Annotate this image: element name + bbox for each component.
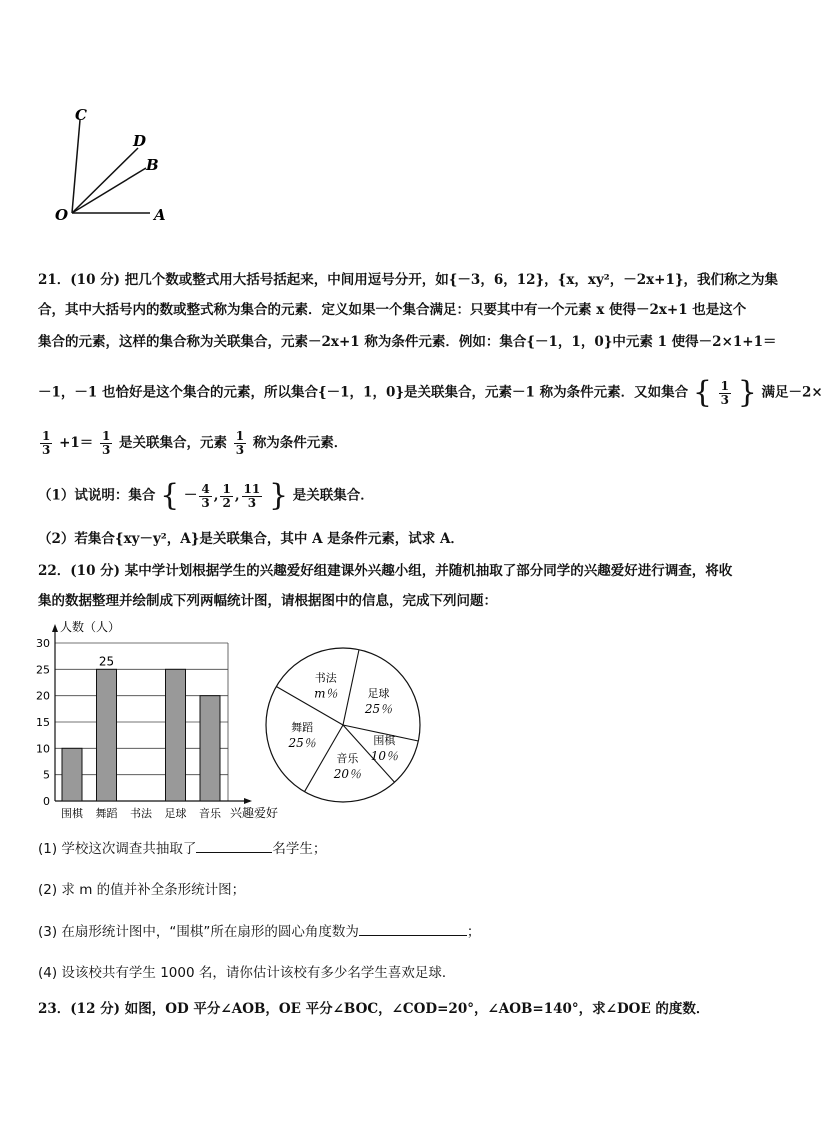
- q22-item1-text: (1) 学校这次调查共抽取了: [38, 841, 197, 857]
- q21-line4-end: 满足－2×: [761, 384, 823, 401]
- bar: [97, 669, 117, 801]
- label-a: A: [154, 206, 166, 224]
- q22-item4: (4) 设该校共有学生 1000 名，请你估计该校有多少名学生喜欢足球．: [38, 965, 456, 981]
- q22-line1: 22．(10 分) 某中学计划根据学生的兴趣爱好组建课外兴趣小组，并随机抽取了部分同学的兴趣爱好进行调查，将收: [38, 563, 733, 579]
- q21-line5-b: 是关联集合，元素: [119, 435, 228, 451]
- slice-name: 围棋: [373, 733, 396, 747]
- ray-oc: [72, 120, 80, 213]
- q21-line4-text: －1，－1 也恰好是这个集合的元素，所以集合{－1，1，0}是关联集合，元素－1 称为条件元素．又如集合: [38, 384, 689, 401]
- x-tick-label: 书法: [130, 807, 152, 820]
- q23-text: 23．(12 分) 如图，OD 平分∠AOB，OE 平分∠BOC，∠COD=20°，∠AOB=140°，求∠DOE 的度数．: [38, 1001, 710, 1017]
- label-d: D: [133, 132, 147, 150]
- fraction: $\frac{1}{3}$: [235, 429, 245, 457]
- q21-part1-end: 是关联集合．: [292, 487, 374, 504]
- q21-line4: [38, 375, 823, 410]
- x-tick-label: 围棋: [61, 807, 83, 820]
- q22-item3-text: (3) 在扇形统计图中，“围棋”所在扇形的圆心角度数为: [38, 924, 359, 940]
- slice-label: 20％: [333, 767, 362, 782]
- q22-item1: [38, 837, 326, 857]
- y-tick-label: 25: [36, 663, 50, 677]
- x-tick-label: 舞蹈: [95, 807, 118, 820]
- y-tick-label: 15: [36, 716, 50, 729]
- minus-sign: －: [183, 487, 198, 504]
- q22-line2: 集的数据整理并绘制成下列两幅统计图，请根据图中的信息，完成下列问题：: [38, 593, 497, 609]
- q21-line1: 21．(10 分) 把几个数或整式用大括号括起来，中间用逗号分开，如{－3，6，12}，{x，xy²，－2x+1}，我们称之为集: [38, 272, 779, 288]
- q21-line3: 集合的元素，这样的集合称为关联集合，元素－2x+1 称为条件元素．例如：集合{－1，1，0}中元素 1 使得－2×1+1＝: [38, 334, 777, 350]
- data-label: 25: [98, 654, 115, 669]
- fraction: $\frac{1}{3}$: [720, 378, 729, 407]
- left-brace: {: [160, 478, 180, 513]
- bar: [166, 669, 186, 801]
- fraction: $\frac{11}{3}$: [243, 481, 261, 510]
- pie-chart: [255, 640, 435, 810]
- label-b: B: [146, 156, 159, 174]
- fraction: $\frac{1}{3}$: [101, 429, 111, 457]
- slice-label: 10％: [370, 748, 398, 763]
- q22-item3: [38, 920, 480, 940]
- slice-name: 舞蹈: [291, 720, 314, 734]
- ray-od: [72, 148, 138, 213]
- q21-part1: （1）试说明：集合 { － $\frac{4}{3}$ , $\frac{1}{2}$ , $\frac{11}{3}$ } 是关联集合．: [38, 478, 374, 513]
- x-axis-label: 兴趣爱好: [230, 806, 279, 820]
- label-c: C: [75, 106, 87, 124]
- q22-item2: (2) 求 m 的值并补全条形统计图；: [38, 882, 246, 898]
- right-brace: }: [268, 478, 289, 513]
- slice-name: 书法: [314, 671, 337, 685]
- y-tick-label: 0: [43, 795, 50, 808]
- y-tick-label: 30: [36, 637, 50, 650]
- ray-ob: [72, 168, 146, 213]
- slice-name: 音乐: [336, 752, 359, 766]
- y-tick-label: 5: [43, 768, 50, 782]
- q22-item3-end: ；: [466, 924, 481, 940]
- angle-figure: [50, 100, 190, 230]
- x-axis-arrow: [244, 798, 252, 804]
- q21-part1-text: （1）试说明：集合: [38, 487, 156, 504]
- fraction: $\frac{4}{3}$: [201, 481, 210, 510]
- bar: [62, 748, 82, 801]
- y-axis-label: 人数（人）: [60, 620, 121, 634]
- bar: [200, 696, 220, 801]
- q21-line5-a: +1＝: [59, 435, 94, 451]
- slice-name: 足球: [367, 686, 390, 700]
- slice-label: 25％: [288, 735, 316, 750]
- q21-line2: 合，其中大括号内的数或整式称为集合的元素．定义如果一个集合满足：只要其中有一个元素 x 使得－2x+1 也是这个: [38, 302, 747, 318]
- fraction: $\frac{1}{3}$: [42, 429, 51, 457]
- answer-blank[interactable]: [196, 840, 272, 853]
- q21-part2: （2）若集合{xy－y²，A}是关联集合，其中 A 是条件元素，试求 A．: [38, 531, 464, 547]
- y-tick-label: 10: [36, 742, 50, 756]
- x-tick-label: 音乐: [199, 807, 221, 820]
- y-axis-arrow: [52, 624, 58, 632]
- q21-line5-c: 称为条件元素．: [252, 435, 348, 451]
- answer-blank[interactable]: [359, 923, 467, 936]
- fraction: $\frac{1}{2}$: [222, 481, 231, 510]
- slice-label: 25％: [364, 701, 393, 716]
- x-tick-label: 足球: [164, 807, 187, 820]
- left-brace: {: [692, 375, 712, 410]
- q21-line5: [38, 430, 347, 457]
- right-brace: }: [737, 375, 757, 410]
- q22-item1-end: 名学生；: [272, 841, 327, 857]
- label-o: O: [55, 206, 69, 224]
- y-tick-label: 20: [36, 689, 50, 703]
- slice-label: m％: [314, 686, 338, 701]
